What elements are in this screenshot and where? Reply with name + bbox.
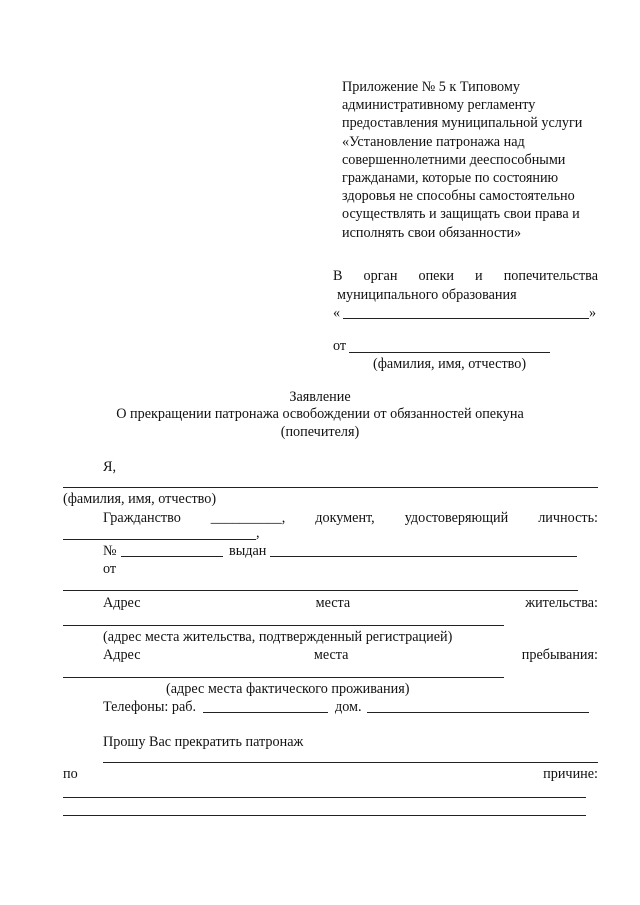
addressee-word: В: [333, 268, 343, 284]
appendix-line: исполнять свои обязанности»: [342, 224, 522, 241]
document-heading: Заявление: [289, 389, 351, 405]
stay-row: [103, 647, 598, 664]
reason-label: по: [63, 766, 78, 782]
number-label: №: [103, 543, 117, 559]
stay-caption: (адрес места фактического проживания): [166, 681, 410, 697]
municipality-name-field[interactable]: [343, 318, 589, 319]
request-text: Прошу Вас прекратить патронаж: [103, 734, 304, 750]
addressee-word: и: [475, 268, 483, 284]
addressee-word: опеки: [418, 268, 454, 284]
fio-caption: (фамилия, имя, отчество): [63, 491, 217, 507]
issue-date-field[interactable]: [63, 590, 578, 591]
document-number-field[interactable]: [121, 556, 223, 557]
addressee-line-1: [333, 268, 598, 285]
residence-label-end: жительства:: [525, 595, 598, 611]
issued-label: выдан: [229, 543, 267, 559]
home-phone-label: дом.: [335, 699, 362, 715]
appendix-line: Приложение № 5 к Типовому: [342, 79, 520, 95]
citizenship-field[interactable]: __________,: [210, 510, 286, 526]
quote-open: «: [333, 305, 341, 321]
stay-label: Адрес: [103, 647, 141, 663]
appendix-block: [342, 78, 610, 242]
stay-label-mid: места: [313, 647, 349, 663]
stay-label-end: пребывания:: [521, 647, 598, 663]
reason-row: [63, 766, 598, 783]
addressee-word: попечительства: [503, 268, 598, 284]
residence-address-field[interactable]: [63, 625, 504, 626]
fio-field[interactable]: [63, 487, 598, 488]
i-label: Я,: [103, 459, 117, 475]
reason-field-line-1[interactable]: [63, 797, 586, 798]
identity-label-end: личность:: [538, 510, 598, 526]
appendix-line: предоставления муниципальной услуги: [342, 115, 583, 132]
appendix-line: здоровья не способны самостоятельно: [342, 188, 575, 205]
residence-row: [103, 595, 598, 612]
home-phone-field[interactable]: [367, 712, 589, 713]
appendix-line: гражданами, которые по состоянию: [342, 170, 559, 187]
appendix-line: административному регламенту: [342, 97, 536, 114]
appendix-line: совершеннолетними дееспособными: [342, 151, 566, 168]
document-field-comma: ,: [256, 525, 260, 541]
document-label: документ,: [315, 510, 375, 526]
document-type-field[interactable]: [63, 539, 256, 540]
request-person-field[interactable]: [103, 762, 598, 763]
citizenship-row: [103, 510, 598, 527]
date-from-label: от: [103, 561, 117, 577]
citizenship-label: Гражданство: [103, 510, 181, 526]
addressee-municipality: муниципального образования: [337, 287, 517, 303]
addressee-word: орган: [363, 268, 398, 284]
work-phone-field[interactable]: [203, 712, 328, 713]
appendix-line: осуществлять и защищать свои права и: [342, 206, 580, 223]
reason-field-line-2[interactable]: [63, 815, 586, 816]
addressee-fio-caption: (фамилия, имя, отчество): [373, 356, 527, 372]
residence-label: Адрес: [103, 595, 141, 611]
residence-caption: (адрес места жительства, подтвержденный регистрацией): [103, 629, 453, 645]
identity-label: удостоверяющий: [404, 510, 509, 526]
applicant-name-field[interactable]: [349, 352, 550, 353]
document-subject-cont: (попечителя): [280, 424, 360, 440]
quote-close: »: [589, 305, 597, 321]
addressee-from-label: от: [333, 338, 347, 354]
document-subject: О прекращении патронажа освобождении от обязанностей опекуна: [116, 406, 524, 422]
stay-address-field[interactable]: [63, 677, 504, 678]
reason-label-end: причине:: [543, 766, 598, 782]
appendix-line: «Установление патронажа над: [342, 133, 525, 150]
residence-label-mid: места: [315, 595, 351, 611]
issued-by-field[interactable]: [270, 556, 577, 557]
phones-label: Телефоны: раб.: [103, 699, 197, 715]
